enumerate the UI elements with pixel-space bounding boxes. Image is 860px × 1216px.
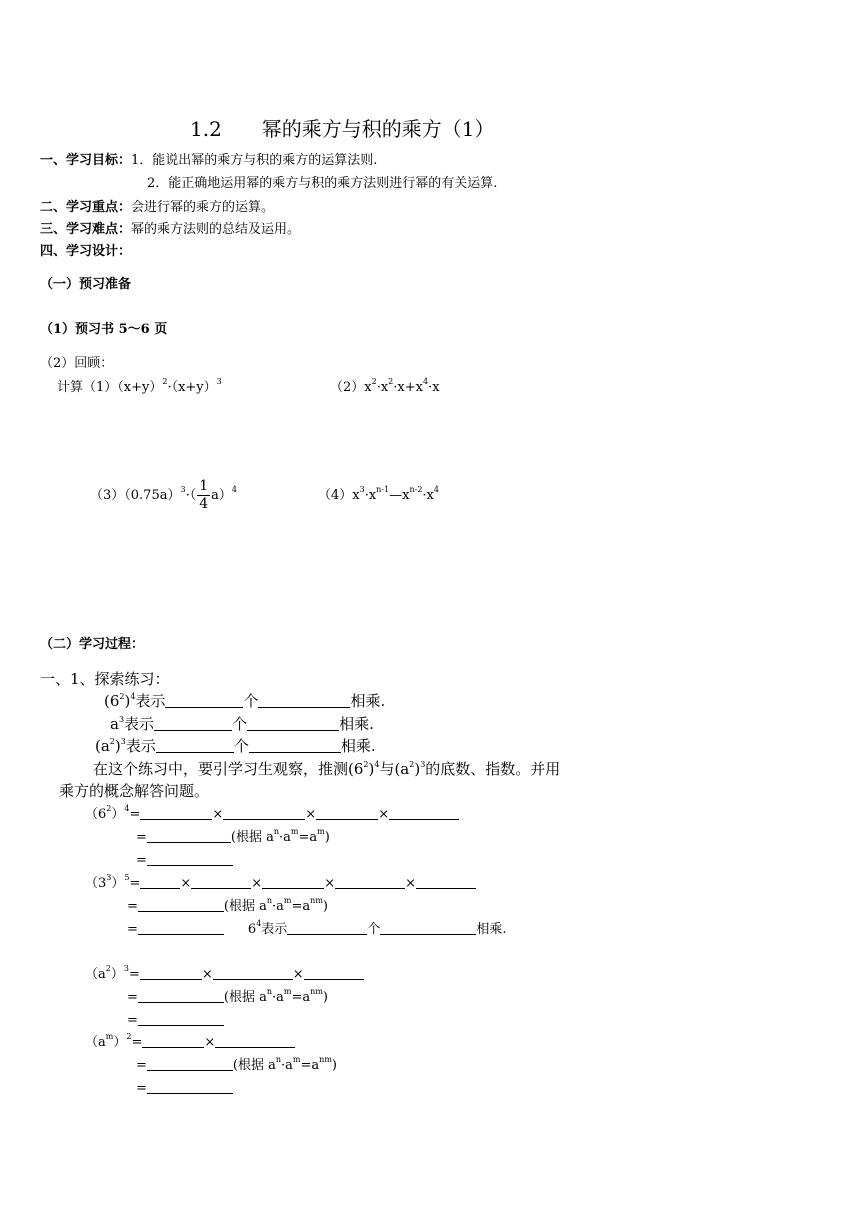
ge-label: 个 [367, 922, 381, 937]
q2-exp2: 2 [388, 377, 394, 386]
question-1 [57, 377, 222, 396]
r3-e2: 3 [120, 737, 126, 746]
blank[interactable] [223, 806, 305, 820]
basis-a: (根据 a [223, 899, 267, 914]
goal-label: 一、学习目标： [40, 153, 132, 168]
basis-e2: m [283, 987, 292, 996]
xiangcheng-label: 相乘. [340, 737, 376, 755]
difficulty-line [40, 222, 300, 238]
equals: = [136, 1058, 147, 1073]
blank[interactable] [142, 1034, 204, 1048]
times: × [292, 967, 304, 982]
q4-c: ·x [422, 488, 434, 503]
q4-exp4: 4 [433, 485, 439, 494]
block2-line3 [127, 921, 506, 938]
q3-tail: a） [211, 488, 232, 503]
blank[interactable] [147, 829, 231, 843]
observation-paragraph-2: 乘方的概念解答问题。 [59, 782, 210, 800]
q2-a: ·x [376, 380, 389, 395]
block1-line3 [136, 852, 233, 869]
q3-mid: ·（ [185, 488, 197, 503]
blank[interactable] [140, 875, 180, 889]
design-label: 四、学习设计： [40, 244, 132, 259]
block4-line1 [85, 1034, 295, 1051]
block1-line1 [85, 806, 459, 823]
equals: = [131, 1035, 143, 1050]
r2-a: a [110, 715, 119, 733]
b3-e2: 3 [123, 964, 129, 973]
block3-line3 [127, 1012, 224, 1029]
q1-prefix: 计算（1）（x+y） [57, 380, 163, 395]
question-2 [330, 377, 440, 396]
basis-d: ) [331, 1058, 337, 1073]
b1-e1: 2 [106, 804, 112, 813]
q2-exp1: 2 [371, 377, 377, 386]
basis-e3: nm [310, 896, 323, 905]
b3-a: （a [85, 967, 106, 982]
six-a: 6 [247, 922, 257, 937]
q2-c: ·x [428, 380, 440, 395]
fraction-denominator: 4 [199, 496, 209, 512]
q1-mid: ·（x+y） [167, 380, 217, 395]
goal-2: 2．能正确地运用幂的乘方与积的乘方法则进行幂的有关运算. [147, 176, 498, 191]
basis-e2: m [283, 896, 292, 905]
basis-e2: m [290, 827, 299, 836]
equals: = [136, 1081, 147, 1096]
blank[interactable] [380, 921, 476, 935]
block2-line1 [85, 875, 476, 892]
r1-c: 表示 [135, 692, 166, 710]
blank[interactable] [304, 966, 364, 980]
para-e2: 4 [374, 760, 380, 769]
r1-e2: 4 [130, 692, 136, 701]
blank[interactable] [138, 898, 224, 912]
b2-e2: 5 [124, 873, 130, 882]
blank[interactable] [156, 739, 234, 753]
blank[interactable] [262, 875, 324, 889]
basis-c: =a [291, 990, 311, 1005]
blank[interactable] [287, 921, 367, 935]
times: × [405, 876, 417, 891]
times: × [212, 807, 224, 822]
basis-e1: n [266, 896, 273, 905]
b3-e1: 2 [105, 964, 111, 973]
r3-b: ) [114, 737, 121, 755]
blank[interactable] [258, 694, 350, 708]
q4-exp3: n-2 [409, 485, 423, 494]
difficulty-text: 幂的乘方法则的总结及运用。 [131, 222, 301, 237]
basis-e3: nm [310, 987, 323, 996]
page-title: 1.2 幂的乘方与积的乘方（1） [190, 117, 495, 141]
block3-line2 [127, 989, 328, 1006]
basis-d: ) [324, 830, 330, 845]
equals: = [136, 853, 147, 868]
basis-e3: m [317, 827, 325, 836]
basis-b: ·a [272, 899, 284, 914]
basis-e1: n [275, 1055, 282, 1064]
para-a: 在这个练习中，要引学习生观察，推测(6 [93, 760, 364, 778]
basis-c: =a [298, 830, 318, 845]
blank[interactable] [138, 921, 224, 935]
goal-1: 1．能说出幂的乘方与积的乘方的运算法则. [131, 153, 378, 168]
r2-e1: 3 [118, 715, 125, 724]
r3-c: 表示 [125, 737, 156, 755]
explore-row-2 [110, 715, 374, 734]
blank[interactable] [335, 875, 405, 889]
question-3 [90, 476, 237, 516]
block3-line1 [85, 966, 364, 983]
times: × [201, 967, 213, 982]
equals: = [129, 876, 141, 891]
q3-exp1: 3 [180, 485, 186, 494]
basis-b: ·a [279, 830, 291, 845]
blank[interactable] [147, 1057, 233, 1071]
times: × [305, 807, 317, 822]
blank[interactable] [154, 717, 232, 731]
blank[interactable] [140, 806, 212, 820]
q1-exp2: 3 [216, 377, 222, 386]
equals: = [128, 967, 140, 982]
q4-prefix: （4）x [318, 488, 360, 503]
q2-b: ·x+x [393, 380, 423, 395]
b2-e1: 3 [106, 873, 112, 882]
blank[interactable] [191, 875, 251, 889]
blank[interactable] [247, 717, 339, 731]
r1-e1: 2 [119, 692, 125, 701]
six-e: 4 [256, 919, 262, 928]
block1-line2 [136, 829, 330, 846]
blank[interactable] [147, 852, 233, 866]
xiangcheng-label: 相乘. [350, 692, 386, 710]
equals: = [127, 922, 138, 937]
one-quarter-fraction [197, 478, 210, 513]
para-e4: 3 [420, 760, 426, 769]
para-e: 的底数、指数。并用 [425, 760, 561, 778]
prep-sub2: （2）回顾： [40, 356, 114, 371]
para-e1: 2 [363, 760, 369, 769]
b1-e2: 4 [124, 804, 130, 813]
b4-a: （a [85, 1035, 106, 1050]
blank[interactable] [215, 1034, 295, 1048]
explore-row-1 [104, 692, 385, 711]
ge-label: 个 [233, 737, 249, 755]
block4-line3 [136, 1080, 233, 1097]
basis-a: (根据 a [223, 990, 267, 1005]
equals: = [129, 807, 141, 822]
q4-a: ·x [364, 488, 377, 503]
basis-a: (根据 a [230, 830, 274, 845]
basis-c: =a [300, 1058, 320, 1073]
prep-sub1: （1）预习书 5～6 页 [40, 322, 168, 337]
q2-prefix: （2）x [330, 380, 372, 395]
xiangcheng-label: 相乘. [476, 922, 507, 937]
prep-heading: （一）预习准备 [40, 277, 132, 292]
blank[interactable] [416, 875, 476, 889]
basis-e1: n [273, 827, 280, 836]
explore-heading: 一、1、探索练习： [40, 670, 170, 688]
equals: = [127, 899, 138, 914]
question-4 [318, 485, 439, 504]
basis-b: ·a [281, 1058, 293, 1073]
b2-a: （3 [85, 876, 107, 891]
blank[interactable] [213, 966, 293, 980]
blank[interactable] [249, 739, 341, 753]
basis-a: (根据 a [232, 1058, 276, 1073]
q4-exp1: 3 [359, 485, 365, 494]
equals: = [127, 990, 138, 1005]
equals: = [136, 830, 147, 845]
equals: = [127, 1013, 138, 1028]
b3-b: ） [110, 967, 124, 982]
b1-a: （6 [85, 807, 107, 822]
basis-d: ) [322, 899, 328, 914]
r2-c: 表示 [124, 715, 155, 733]
times: × [378, 807, 390, 822]
block4-line2 [136, 1057, 337, 1074]
six-b: 表示 [261, 922, 288, 937]
q3-prefix: （3）（0.75a） [90, 488, 181, 503]
r1-a: (6 [104, 692, 120, 710]
times: × [251, 876, 263, 891]
b1-b: ） [111, 807, 125, 822]
ge-label: 个 [232, 715, 248, 733]
q2-exp3: 4 [422, 377, 429, 386]
times: × [204, 1035, 216, 1050]
para-d: ) [414, 760, 421, 778]
b4-b: ） [113, 1035, 127, 1050]
basis-e2: m [292, 1055, 301, 1064]
basis-e3: nm [319, 1055, 332, 1064]
times: × [324, 876, 336, 891]
b4-e1: m [105, 1032, 114, 1041]
para-e3: 2 [409, 760, 415, 769]
key-text: 会进行幂的乘方的运算。 [131, 200, 275, 215]
block2-line2 [127, 898, 328, 915]
basis-b: ·a [272, 990, 284, 1005]
key-line [40, 200, 274, 216]
q4-b: —x [389, 488, 410, 503]
b2-b: ） [111, 876, 125, 891]
basis-c: =a [291, 899, 311, 914]
explore-row-3 [95, 737, 376, 756]
blank[interactable] [138, 989, 224, 1003]
r3-a: (a [95, 737, 110, 755]
para-b: ) [368, 760, 375, 778]
fraction-numerator: 1 [199, 478, 209, 494]
basis-e1: n [266, 987, 273, 996]
blank[interactable] [389, 806, 459, 820]
blank[interactable] [147, 1080, 233, 1094]
goal-line-1 [40, 153, 377, 169]
q3-exp2: 4 [231, 485, 237, 494]
difficulty-label: 三、学习难点： [40, 222, 132, 237]
r1-b: ) [124, 692, 131, 710]
observation-paragraph [93, 760, 560, 779]
r3-e1: 2 [109, 737, 115, 746]
blank[interactable] [165, 694, 243, 708]
q4-exp2: n-1 [376, 485, 390, 494]
xiangcheng-label: 相乘. [339, 715, 374, 733]
basis-d: ) [322, 990, 328, 1005]
process-heading: （二）学习过程： [40, 637, 145, 652]
blank[interactable] [140, 966, 202, 980]
q1-exp1: 2 [162, 377, 168, 386]
key-label: 二、学习重点： [40, 200, 132, 215]
para-c: 与(a [379, 760, 410, 778]
times: × [180, 876, 192, 891]
ge-label: 个 [243, 692, 259, 710]
blank[interactable] [316, 806, 378, 820]
blank[interactable] [138, 1012, 224, 1026]
b4-e2: 2 [126, 1032, 132, 1041]
